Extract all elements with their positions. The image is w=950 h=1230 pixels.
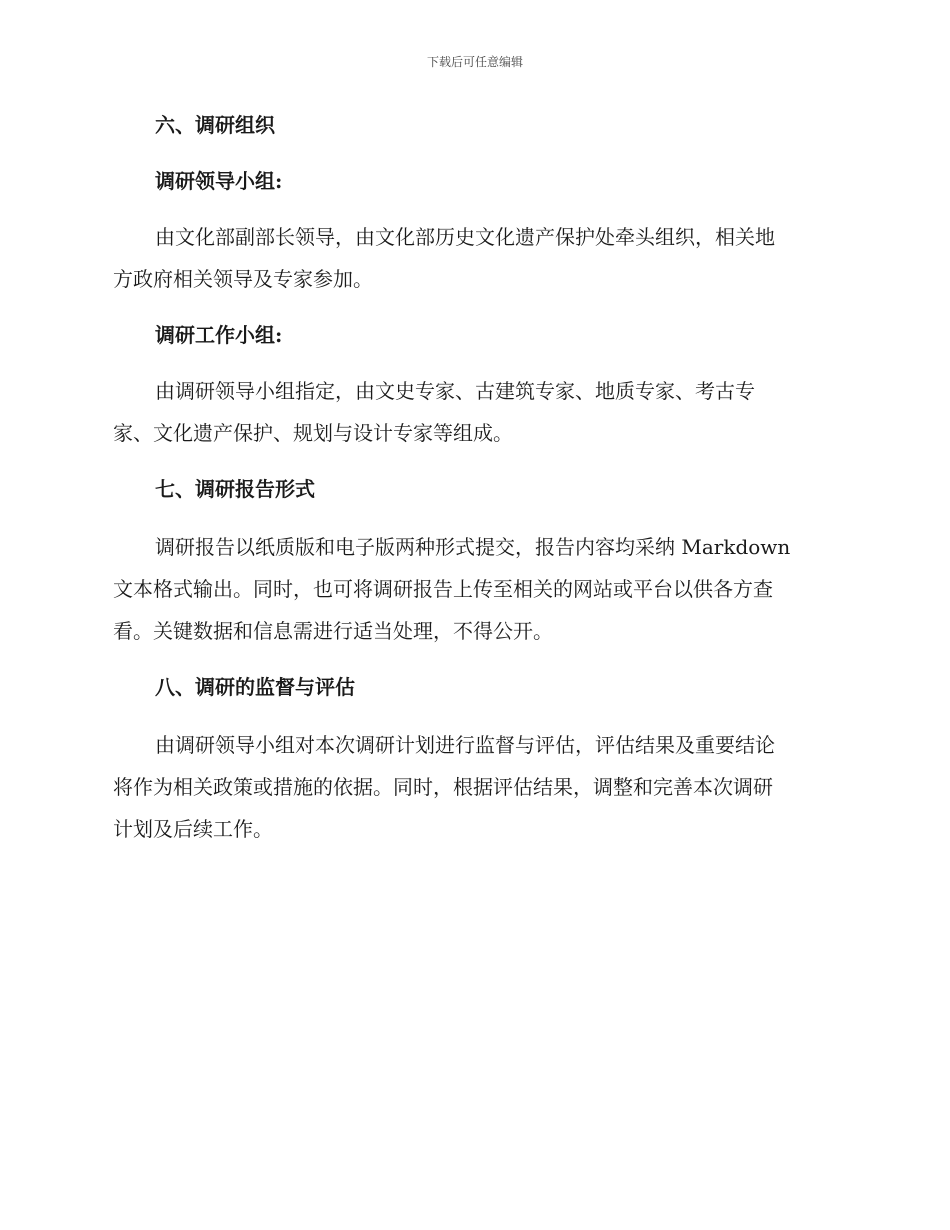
section-heading-6: 六、调研组织 bbox=[155, 113, 275, 137]
paragraph-line: 方政府相关领导及专家参加。 bbox=[113, 267, 373, 291]
paragraph-line: 将作为相关政策或措施的依据。同时，根据评估结果，调整和完善本次调研 bbox=[113, 775, 773, 799]
paragraph-supervision bbox=[113, 724, 831, 850]
paragraph-line: 调研报告以纸质版和电子版两种形式提交，报告内容均采纳 Markdown bbox=[155, 535, 791, 559]
paragraph-work-group bbox=[113, 370, 831, 454]
subheading-leadership-group: 调研领导小组: bbox=[155, 169, 283, 193]
section-heading-8: 八、调研的监督与评估 bbox=[155, 675, 355, 699]
paragraph-line: 看。关键数据和信息需进行适当处理，不得公开。 bbox=[113, 619, 553, 643]
subheading-work-group: 调研工作小组: bbox=[155, 323, 283, 347]
paragraph-line: 由调研领导小组指定，由文史专家、古建筑专家、地质专家、考古专 bbox=[155, 379, 755, 403]
paragraph-line: 计划及后续工作。 bbox=[113, 817, 273, 841]
paragraph-report-format bbox=[113, 526, 831, 652]
paragraph-line: 家、文化遗产保护、规划与设计专家等组成。 bbox=[113, 421, 513, 445]
paragraph-line: 由文化部副部长领导，由文化部历史文化遗产保护处牵头组织，相关地 bbox=[155, 225, 775, 249]
paragraph-line: 文本格式输出。同时，也可将调研报告上传至相关的网站或平台以供各方查 bbox=[113, 577, 773, 601]
paragraph-leadership-group bbox=[113, 216, 831, 300]
document-body bbox=[113, 110, 831, 862]
page-header: 下载后可任意编辑 bbox=[426, 55, 523, 69]
paragraph-line: 由调研领导小组对本次调研计划进行监督与评估，评估结果及重要结论 bbox=[155, 733, 775, 757]
section-heading-7: 七、调研报告形式 bbox=[155, 477, 315, 501]
